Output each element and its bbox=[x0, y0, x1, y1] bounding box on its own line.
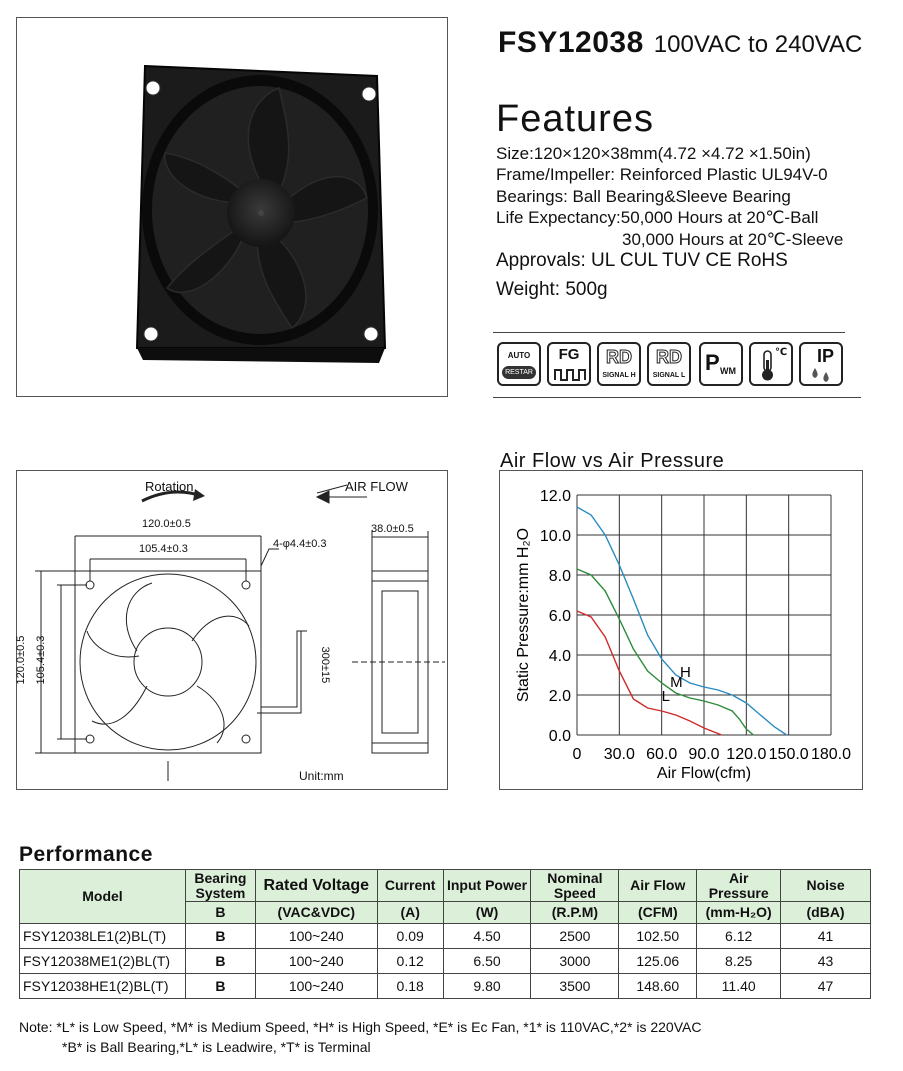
feature-life-ball: Life Expectancy:50,000 Hours at 20℃-Ball bbox=[496, 208, 819, 227]
col-voltage: Rated Voltage bbox=[255, 870, 377, 902]
y-tick-label: 8.0 bbox=[548, 568, 571, 585]
note-line-1: Note: *L* is Low Speed, *M* is Medium Speed, *H* is High Speed, *E* is Ec Fan, *1* is 110VAC,*2* is 220VAC bbox=[19, 1019, 702, 1035]
dimension-drawing bbox=[17, 471, 447, 789]
fan-photo bbox=[17, 18, 447, 396]
y-tick-label: 2.0 bbox=[548, 688, 571, 705]
col-noise: Noise bbox=[781, 870, 871, 902]
dimension-drawing-frame bbox=[16, 470, 448, 790]
feature-bearings: Bearings: Ball Bearing&Sleeve Bearing bbox=[496, 187, 791, 206]
col-bearing: Bearing System bbox=[185, 870, 255, 902]
icon-row-bottom-rule bbox=[493, 397, 861, 398]
performance-table bbox=[19, 869, 871, 999]
x-tick-label: 150.0 bbox=[768, 746, 809, 763]
x-tick-label: 90.0 bbox=[688, 746, 720, 763]
airflow-pressure-chart bbox=[500, 471, 862, 789]
y-tick-label: 6.0 bbox=[548, 608, 571, 625]
feature-life-sleeve: 30,000 Hours at 20℃-Sleeve bbox=[622, 230, 844, 249]
chart-frame bbox=[499, 470, 863, 790]
y-axis-label: Static Pressure:mm H₂O bbox=[515, 527, 532, 703]
model-number: FSY12038 bbox=[498, 26, 644, 59]
product-title bbox=[498, 26, 862, 60]
series-line-h bbox=[577, 507, 787, 735]
unit-flow: (CFM) bbox=[619, 902, 697, 924]
series-label-m: M bbox=[670, 674, 683, 691]
auto-restart-icon: AUTO RESTAR bbox=[497, 342, 541, 386]
x-tick-label: 180.0 bbox=[810, 746, 852, 763]
y-tick-label: 4.0 bbox=[548, 648, 571, 665]
feature-frame: Frame/Impeller: Reinforced Plastic UL94V-0 bbox=[496, 165, 828, 184]
mounting-holes-dim: 4-φ4.4±0.3 bbox=[273, 538, 327, 550]
width-inner-dim: 105.4±0.3 bbox=[139, 543, 188, 555]
col-current: Current bbox=[377, 870, 443, 902]
table-row: FSY12038HE1(2)BL(T) B 100~240 0.18 9.80 3500 148.60 11.40 47 bbox=[20, 974, 871, 999]
unit-voltage: (VAC&VDC) bbox=[255, 902, 377, 924]
unit-label: Unit:mm bbox=[299, 769, 344, 783]
airflow-label: AIR FLOW bbox=[345, 479, 408, 494]
product-photo-frame bbox=[16, 17, 448, 397]
fg-icon: FG bbox=[547, 342, 591, 386]
unit-bearing: B bbox=[185, 902, 255, 924]
unit-noise: (dBA) bbox=[781, 902, 871, 924]
series-line-m bbox=[577, 569, 753, 735]
unit-speed: (R.P.M) bbox=[531, 902, 619, 924]
chart-title: Air Flow vs Air Pressure bbox=[500, 450, 725, 472]
series-label-h: H bbox=[680, 664, 691, 681]
performance-heading: Performance bbox=[19, 843, 153, 866]
y-tick-label: 0.0 bbox=[548, 728, 571, 745]
rotation-label: Rotation bbox=[145, 479, 194, 494]
x-tick-label: 30.0 bbox=[603, 746, 635, 763]
depth-dim: 38.0±0.5 bbox=[371, 523, 414, 535]
note-line-2: *B* is Ball Bearing,*L* is Leadwire, *T* is Terminal bbox=[62, 1039, 371, 1055]
rd-l-icon: RD SIGNAL L bbox=[647, 342, 691, 386]
height-inner-dim: 105.4±0.3 bbox=[35, 635, 47, 685]
unit-current: (A) bbox=[377, 902, 443, 924]
feature-weight: Weight: 500g bbox=[496, 279, 608, 300]
x-tick-label: 60.0 bbox=[646, 746, 678, 763]
unit-pressure: (mm-H₂O) bbox=[697, 902, 781, 924]
unit-power: (W) bbox=[443, 902, 531, 924]
pwm-icon: P WM bbox=[699, 342, 743, 386]
feature-approvals: Approvals: UL CUL TUV CE RoHS bbox=[496, 250, 788, 271]
height-outer-dim: 120.0±0.5 bbox=[15, 635, 27, 685]
lead-length-dim: 300±15 bbox=[319, 646, 331, 684]
col-pressure: Air Pressure bbox=[697, 870, 781, 902]
y-tick-label: 10.0 bbox=[539, 528, 571, 545]
x-tick-label: 0 bbox=[572, 746, 582, 763]
ip-icon: IP bbox=[799, 342, 843, 386]
voltage-range: 100VAC to 240VAC bbox=[653, 31, 863, 58]
thermometer-icon: ℃ bbox=[749, 342, 793, 386]
col-model: Model bbox=[20, 870, 186, 924]
feature-size: Size:120×120×38mm(4.72 ×4.72 ×1.50in) bbox=[496, 144, 811, 163]
col-speed: Nominal Speed bbox=[531, 870, 619, 902]
y-tick-label: 12.0 bbox=[539, 488, 571, 505]
icon-row-top-rule bbox=[493, 332, 845, 333]
width-outer-dim: 120.0±0.5 bbox=[142, 518, 191, 530]
x-axis-label: Air Flow(cfm) bbox=[656, 765, 752, 782]
table-row: FSY12038ME1(2)BL(T) B 100~240 0.12 6.50 3000 125.06 8.25 43 bbox=[20, 949, 871, 974]
col-flow: Air Flow bbox=[619, 870, 697, 902]
x-tick-label: 120.0 bbox=[726, 746, 767, 763]
table-row: FSY12038LE1(2)BL(T) B 100~240 0.09 4.50 2500 102.50 6.12 41 bbox=[20, 924, 871, 949]
series-label-l: L bbox=[661, 688, 671, 705]
rd-h-icon: RD SIGNAL H bbox=[597, 342, 641, 386]
features-heading: Features bbox=[496, 98, 654, 140]
col-power: Input Power bbox=[443, 870, 531, 902]
